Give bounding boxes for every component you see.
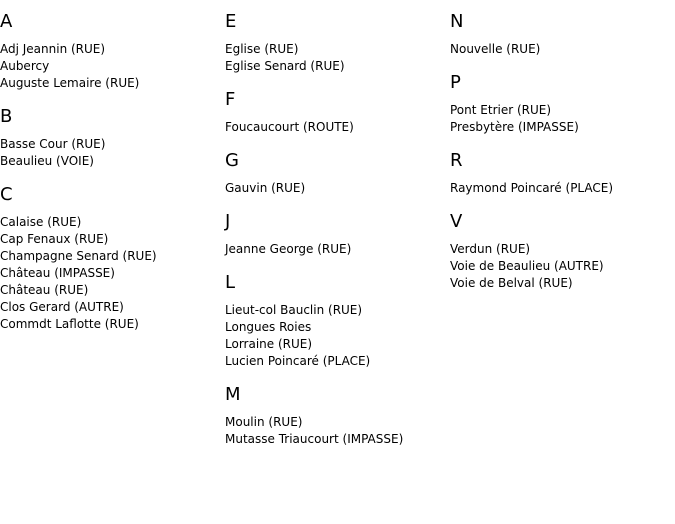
street-item: Nouvelle (RUE) bbox=[450, 42, 541, 56]
street-item: Commdt Laflotte (RUE) bbox=[0, 317, 139, 331]
letter-group bbox=[450, 11, 675, 58]
street-item: Mutasse Triaucourt (IMPASSE) bbox=[225, 432, 404, 446]
letter-heading: J bbox=[225, 211, 231, 232]
street-item: Calaise (RUE) bbox=[0, 215, 82, 229]
street-item: Lucien Poincaré (PLACE) bbox=[225, 354, 371, 368]
street-item: Raymond Poincaré (PLACE) bbox=[450, 181, 614, 195]
street-list bbox=[225, 302, 450, 370]
letter-heading: P bbox=[450, 72, 461, 93]
street-item: Gauvin (RUE) bbox=[225, 181, 306, 195]
letter-group bbox=[0, 11, 225, 92]
letter-heading: V bbox=[450, 211, 463, 232]
street-item: Auguste Lemaire (RUE) bbox=[0, 76, 140, 90]
street-item: Presbytère (IMPASSE) bbox=[450, 120, 579, 134]
letter-group bbox=[225, 272, 450, 370]
street-item: Basse Cour (RUE) bbox=[0, 137, 106, 151]
street-item: Eglise Senard (RUE) bbox=[225, 59, 345, 73]
letter-group bbox=[225, 150, 450, 197]
street-list bbox=[225, 414, 450, 448]
street-list bbox=[450, 41, 675, 58]
letter-group bbox=[225, 89, 450, 136]
street-list bbox=[450, 241, 675, 292]
street-item: Lorraine (RUE) bbox=[225, 337, 313, 351]
letter-group bbox=[450, 150, 675, 197]
letter-heading: N bbox=[450, 11, 464, 32]
street-item: Lieut-col Bauclin (RUE) bbox=[225, 303, 363, 317]
street-item: Cap Fenaux (RUE) bbox=[0, 232, 109, 246]
letter-heading: B bbox=[0, 106, 13, 127]
street-item: Voie de Beaulieu (AUTRE) bbox=[450, 259, 604, 273]
street-item: Adj Jeannin (RUE) bbox=[0, 42, 106, 56]
letter-group bbox=[450, 211, 675, 292]
street-item: Moulin (RUE) bbox=[225, 415, 303, 429]
street-item: Champagne Senard (RUE) bbox=[0, 249, 157, 263]
street-list bbox=[225, 119, 450, 136]
index-column-3 bbox=[450, 0, 675, 292]
letter-group bbox=[0, 184, 225, 333]
letter-heading: A bbox=[0, 11, 13, 32]
letter-heading: G bbox=[225, 150, 239, 171]
street-item: Beaulieu (VOIE) bbox=[0, 154, 94, 168]
street-list bbox=[0, 136, 225, 170]
street-item: Aubercy bbox=[0, 59, 50, 73]
letter-heading: F bbox=[225, 89, 236, 110]
letter-group bbox=[225, 11, 450, 75]
street-item: Château (IMPASSE) bbox=[0, 266, 115, 280]
letter-heading: C bbox=[0, 184, 13, 205]
street-item: Clos Gerard (AUTRE) bbox=[0, 300, 124, 314]
street-list bbox=[225, 180, 450, 197]
letter-heading: E bbox=[225, 11, 237, 32]
street-item: Longues Roies bbox=[225, 320, 312, 334]
street-item: Eglise (RUE) bbox=[225, 42, 299, 56]
street-item: Voie de Belval (RUE) bbox=[450, 276, 573, 290]
letter-group bbox=[225, 211, 450, 258]
index-column-1 bbox=[0, 0, 225, 333]
street-item: Verdun (RUE) bbox=[450, 242, 531, 256]
street-list bbox=[225, 41, 450, 75]
letter-group bbox=[225, 384, 450, 448]
letter-heading: L bbox=[225, 272, 236, 293]
letter-heading: M bbox=[225, 384, 241, 405]
street-list bbox=[0, 41, 225, 92]
street-item: Pont Etrier (RUE) bbox=[450, 103, 552, 117]
letter-group bbox=[450, 72, 675, 136]
street-list bbox=[450, 102, 675, 136]
street-item: Jeanne George (RUE) bbox=[225, 242, 352, 256]
street-list bbox=[0, 214, 225, 333]
letter-group bbox=[0, 106, 225, 170]
street-list bbox=[450, 180, 675, 197]
letter-heading: R bbox=[450, 150, 463, 171]
index-column-2 bbox=[225, 0, 450, 448]
street-item: Château (RUE) bbox=[0, 283, 89, 297]
street-item: Foucaucourt (ROUTE) bbox=[225, 120, 354, 134]
street-list bbox=[225, 241, 450, 258]
